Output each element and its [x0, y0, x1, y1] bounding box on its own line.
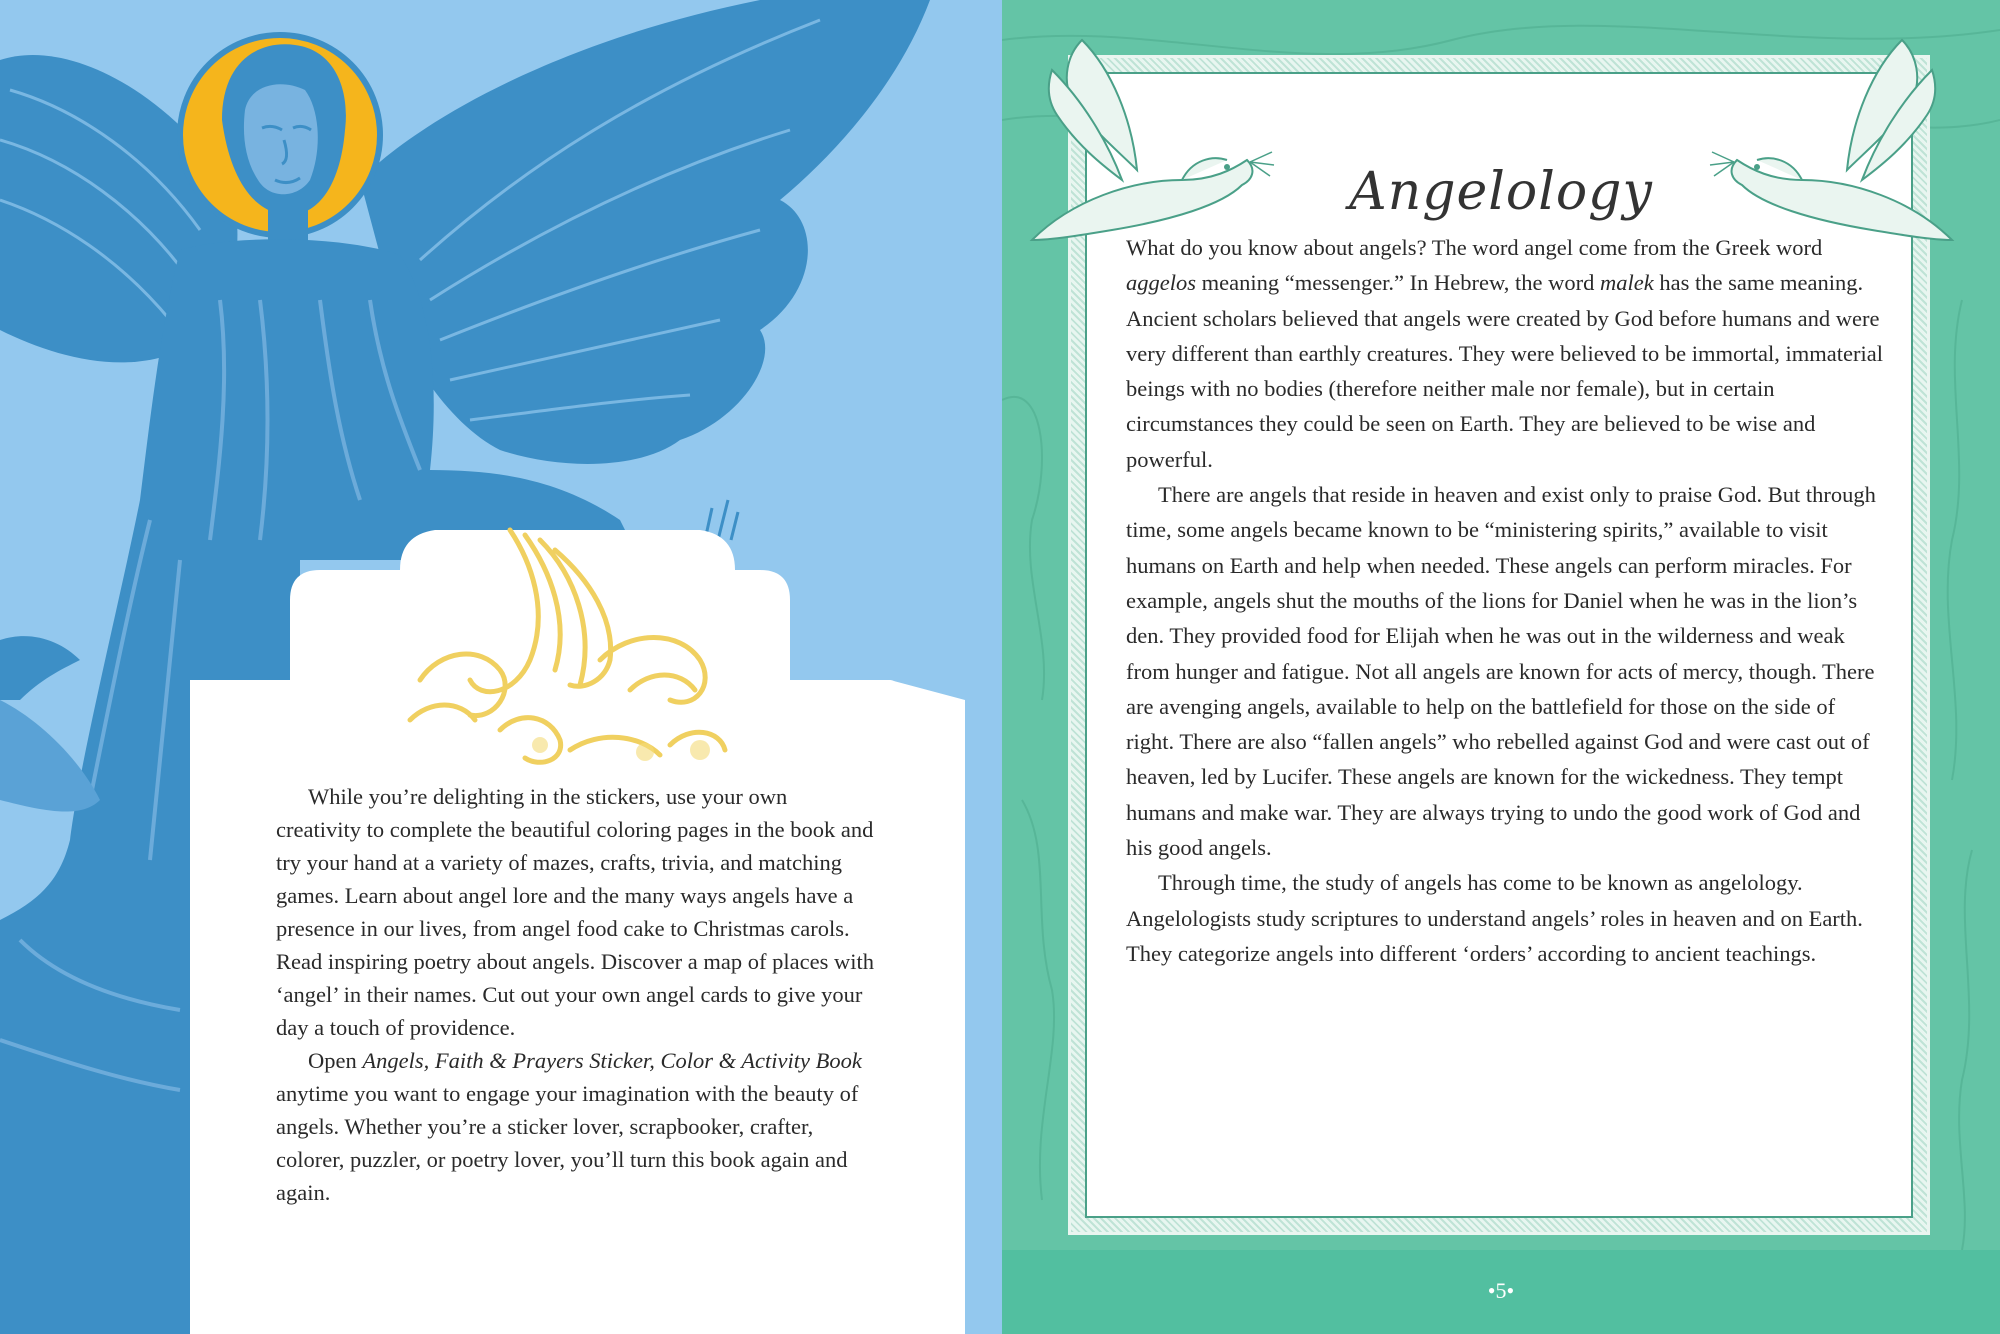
term-malek: malek [1600, 270, 1654, 296]
gold-scroll-ornament [400, 520, 740, 770]
para1-b: meaning “messenger.” In Hebrew, the word [1196, 270, 1601, 296]
dove-left-icon [1022, 30, 1282, 260]
right-paragraph-2: There are angels that reside in heaven and exist only to praise God. But through time, some angels became known to be “ministering spirits,” available to visit humans on Earth and help when needed. These angels can perform miracles. For example, angels shut the mouths of the lions for Daniel when he was in the lion’s den. They provided food for Elijah when he was out in the wilderness and weak from hunger and fatigue. Not all angels are known for acts of mercy, though. There are avenging angels, available to help on the battlefield for those on the side of right. There are also “fallen angels” who rebelled against God and were cast out of heaven, led by Lucifer. These angels are known for the wickedness. They tempt humans and make war. They are always trying to undo the good work of God and his good angels. [1126, 482, 1876, 861]
right-page [1002, 0, 2000, 1334]
left-paragraph-2 [276, 1044, 876, 1209]
para1-c: has the same meaning. Ancient scholars believed that angels were created by God before humans and were very different than earthly creatures. They were believed to be immortal, immaterial beings with no bodies (therefore neither male nor female), but in certain circumstances they could be seen on Earth. They are believed to be wise and powerful. [1126, 270, 1883, 472]
right-body-text [1126, 230, 1886, 971]
right-paragraph-3: Through time, the study of angels has come to be known as angelology. Angelologists study scriptures to understand angels’ roles in heaven and on Earth. They categorize angels into different ‘orders’ according to ancient teachings. [1126, 870, 1863, 966]
term-aggelos: aggelos [1126, 270, 1196, 296]
dove-right-icon [1702, 30, 1962, 260]
left-body-text [276, 780, 876, 1209]
left-paragraph-1: While you’re delighting in the stickers, use your own creativity to complete the beautiful coloring pages in the book and try your hand at a variety of mazes, crafts, trivia, and matching games. Learn about angel lore and the many ways angels have a presence in our lives, from angel food cake to Christmas carols. Read inspiring poetry about angels. Discover a map of places with ‘angel’ in their names. Cut out your own angel cards to give your day a touch of providence. [276, 784, 874, 1040]
right-paragraph-1 [1126, 230, 1886, 477]
book-title: Angels, Faith & Prayers Sticker, Color & Activity Book [362, 1048, 862, 1073]
page-number: •5• [1487, 1278, 1515, 1303]
para1-a: What do you know about angels? The word angel come from the Greek word [1126, 235, 1823, 260]
para2-lead: Open [308, 1048, 363, 1073]
page-title: Angelology [1349, 162, 1653, 222]
para2-rest: anytime you want to engage your imagination with the beauty of angels. Whether you’re a sticker lover, scrapbooker, crafter, colorer, puzzler, or poetry lover, you’ll turn this book again and again. [276, 1081, 859, 1205]
